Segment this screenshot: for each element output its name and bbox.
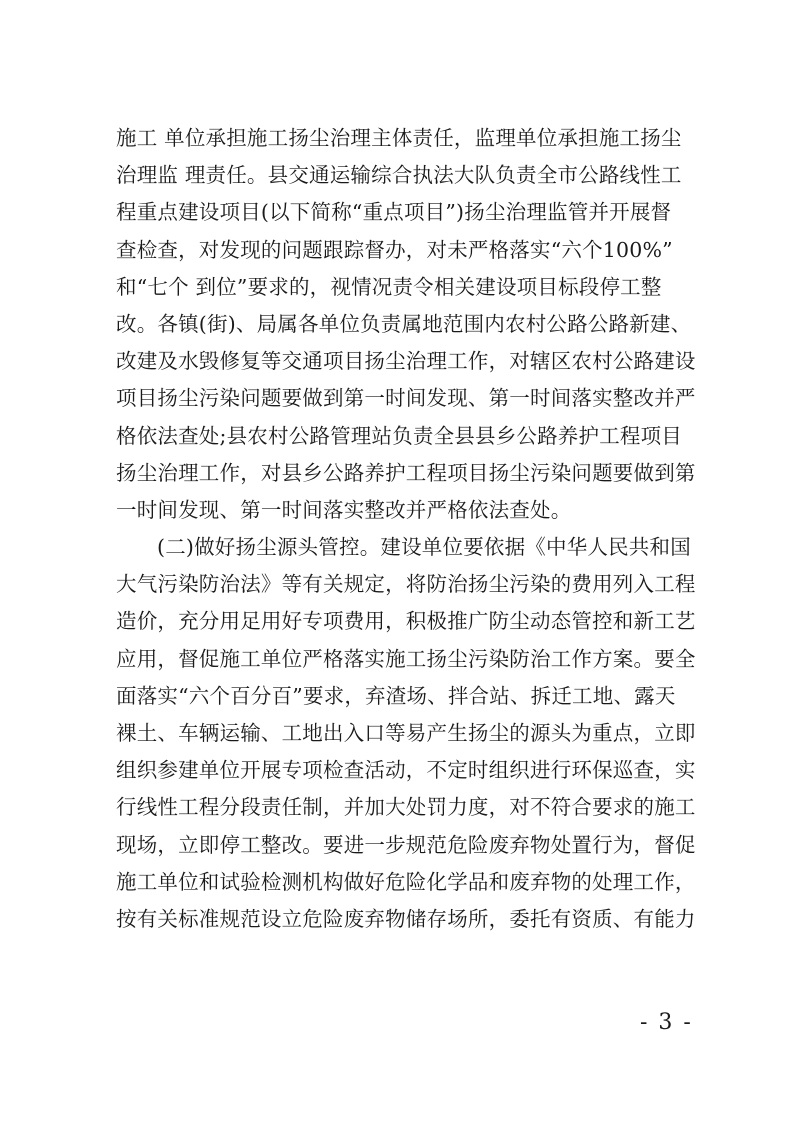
section-heading-line: (二)做好扬尘源头管控。建设单位要依据《中华人民共和国 [157,535,691,560]
text-line: 施工 单位承担施工扬尘治理主体责任，监理单位承担施工扬尘 [116,126,682,150]
text-line: 施工单位和试验检测机构做好危险化学品和废弃物的处理工作， [116,869,696,894]
text-line: 扬尘治理工作，对县乡公路养护工程项目扬尘污染问题要做到第 [116,460,696,485]
page-number: - 3 - [640,1010,693,1035]
text-line: 行线性工程分段责任制，并加大处罚力度，对不符合要求的施工 [116,795,696,820]
text-line: 项目扬尘污染问题要做到第一时间发现、第一时间落实整改并严 [116,386,696,411]
text-line: 裸土、车辆运输、工地出入口等易产生扬尘的源头为重点，立即 [116,721,696,745]
text-line: 查检查，对发现的问题跟踪督办，对未严格落实“六个100%” [116,237,673,262]
text-line: 造价，充分用足用好专项费用，积极推广防尘动态管控和新工艺 [116,609,696,634]
text-line: 应用，督促施工单位严格落实施工扬尘污染防治工作方案。要全 [116,646,696,671]
text-line: 组织参建单位开展专项检查活动，不定时组织进行环保巡查，实 [116,758,696,783]
text-line: 改。各镇(街)、局属各单位负责属地范围内农村公路公路新建、 [116,311,692,336]
text-line: 按有关标准规范设立危险废弃物储存场所，委托有资质、有能力 [116,906,696,931]
text-line: 改建及水毁修复等交通项目扬尘治理工作，对辖区农村公路建设 [116,349,696,374]
text-line: 现场，立即停工整改。要进一步规范危险废弃物处置行为，督促 [116,832,696,857]
text-line: 格依法查处;县农村公路管理站负责全县县乡公路养护工程项目 [116,423,683,448]
text-line: 治理监 理责任。县交通运输综合执法大队负责全市公路线性工 [116,163,682,188]
text-line: 一时间发现、第一时间落实整改并严格依法查处。 [116,497,572,522]
text-line: 程重点建设项目(以下简称“重点项目”)扬尘治理监管并开展督 [116,200,672,225]
text-line: 面落实“六个百分百”要求，弃渣场、拌合站、拆迁工地、露天 [116,683,676,708]
text-line: 大气污染防治法》等有关规定，将防治扬尘污染的费用列入工程 [116,572,696,597]
body-text [116,120,696,938]
text-line: 和“七个 到位”要求的，视情况责令相关建设项目标段停工整 [116,274,662,299]
